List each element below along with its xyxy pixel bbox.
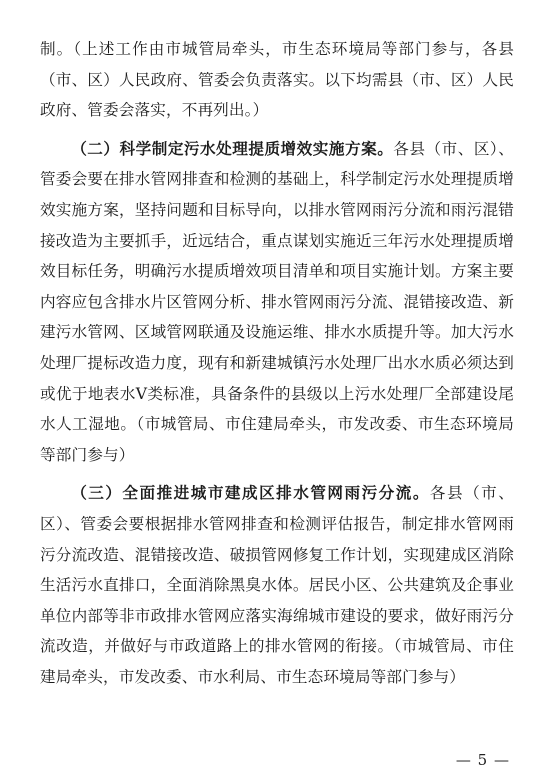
paragraph-text: 制。（上述工作由市城管局牵头，市生态环境局等部门参与，各县（市、区）人民政府、管委会负责落实。以下均需县（市、区）人民政府、管委会落实，不再列出。） [40, 40, 514, 120]
section-heading: （三）全面推进城市建成区排水管网雨污分流。 [71, 483, 430, 503]
paragraph-section-3 [40, 478, 514, 692]
paragraph-continuation [40, 34, 514, 126]
paragraph-section-2 [40, 134, 514, 471]
section-heading: （二）科学制定污水处理提质增效实施方案。 [71, 138, 394, 158]
document-body [40, 34, 514, 700]
paragraph-text: 各县（市、区）、管委会要在排水管网排查和检测的基础上，科学制定污水处理提质增效实施方案，坚持问题和目标导向，以排水管网雨污分流和雨污混错接改造为主要抓手，近远结合，重点谋划实施近三年污水处理提质增效目标任务，明确污水提质增效项目清单和项目实施计划。方案主要内容应包含排水片区管网分析、排水管网雨污分流、混错接改造、新建污水管网、区域管网联通及设施运维、排水水质提升等。加大污水处理厂提标改造力度，现有和新建城镇污水处理厂出水水质必须达到或优于地表水Ⅴ类标准，具备条件的县级以上污水处理厂全部建设尾水人工湿地。（市城管局、市住建局牵头，市发改委、市生态环境局等部门参与） [40, 139, 514, 464]
page-number: — 5 — [455, 751, 510, 769]
paragraph-text: 各县（市、区）、管委会要根据排水管网排查和检测评估报告，制定排水管网雨污分流改造、混错接改造、破损管网修复工作计划，实现建成区消除生活污水直排口，全面消除黑臭水体。居民小区、公共建筑及企事业单位内部等非市政排水管网应落实海绵城市建设的要求，做好雨污分流改造，并做好与市政道路上的排水管网的衔接。（市城管局、市住建局牵头，市发改委、市水利局、市生态环境局等部门参与） [40, 484, 514, 686]
